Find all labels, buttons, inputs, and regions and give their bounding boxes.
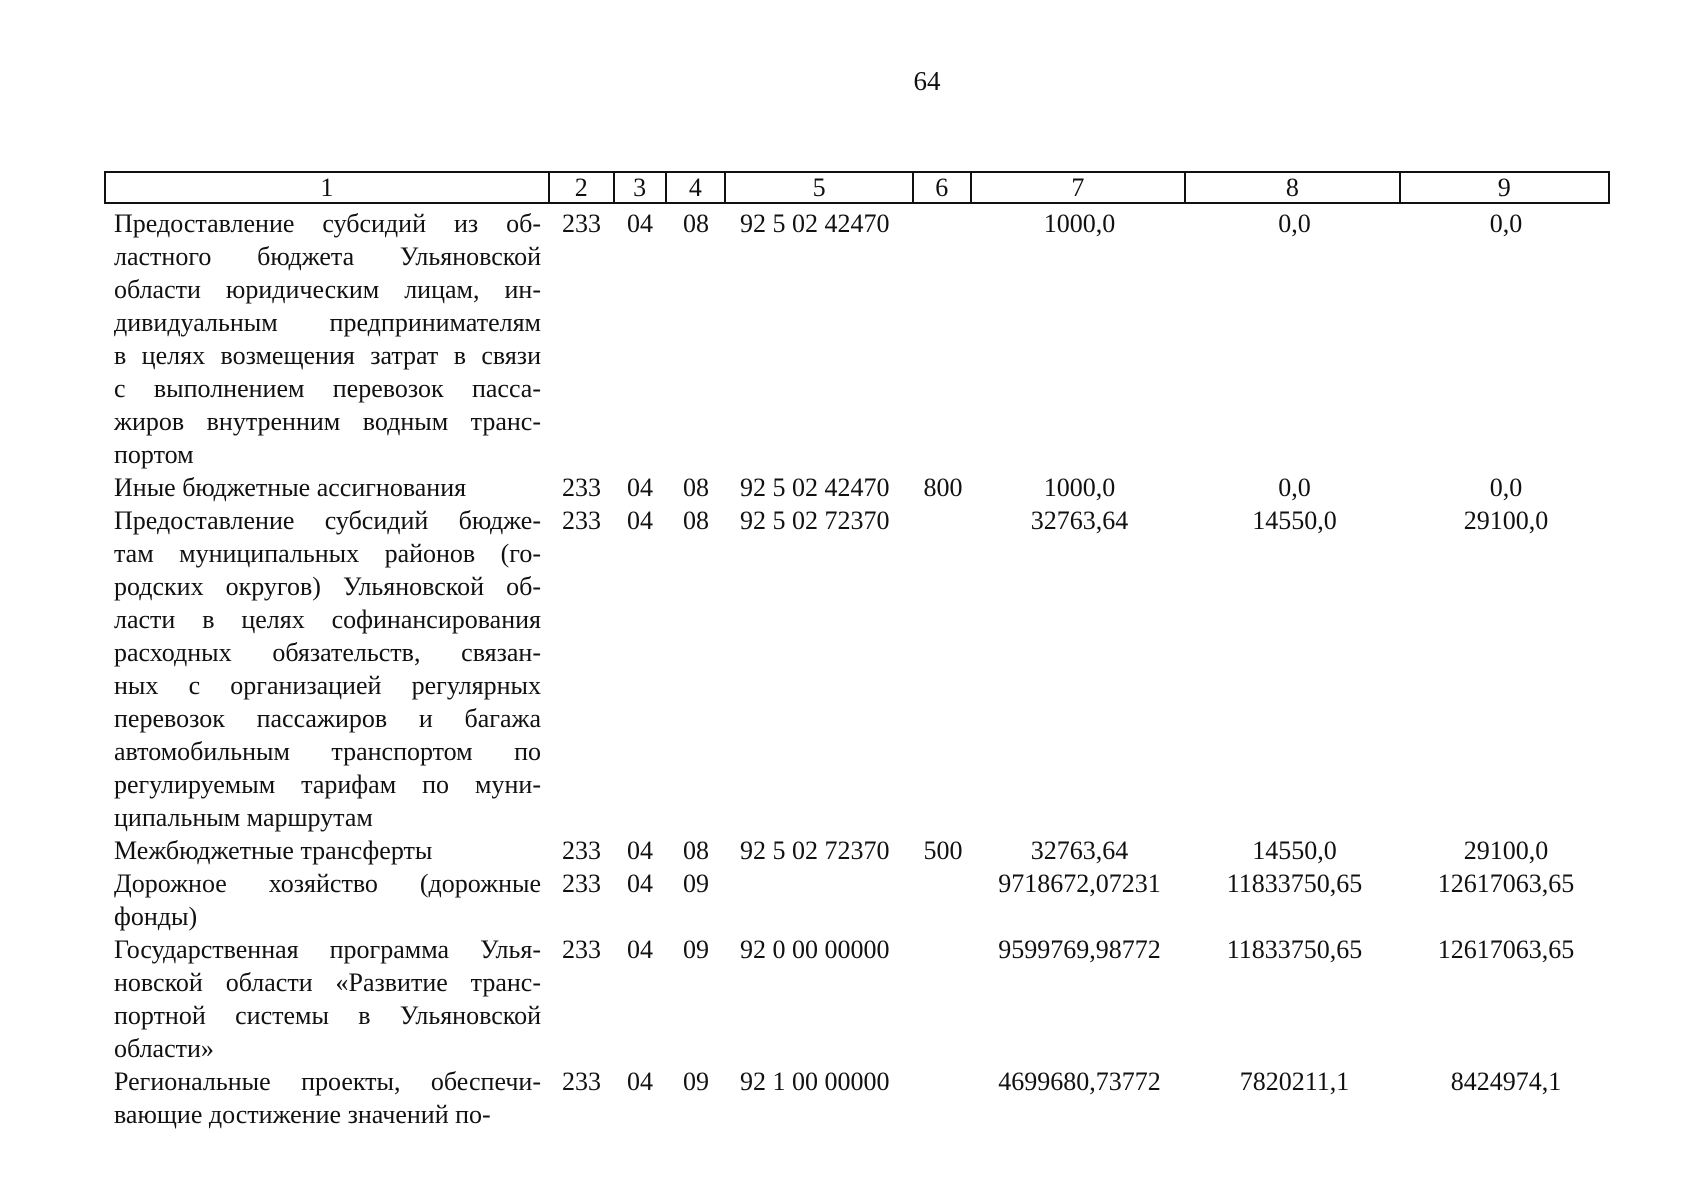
row-name xyxy=(104,471,549,504)
row-name xyxy=(104,1065,549,1131)
row-name-line: родских округов) Ульяновской об- xyxy=(114,572,541,601)
header-col-2: 2 xyxy=(550,173,615,202)
table-row xyxy=(104,933,1610,1065)
header-col-9: 9 xyxy=(1497,173,1511,202)
chapter-code: 233 xyxy=(562,935,601,964)
section-code: 04 xyxy=(627,869,653,898)
subsection-code: 08 xyxy=(683,836,709,865)
row-name-line: автомобильным транспортом по xyxy=(114,737,541,766)
amount-year-1: 1000,0 xyxy=(1043,209,1116,238)
amount-year-2: 7820211,1 xyxy=(1239,1067,1350,1096)
expense-type-code: 800 xyxy=(923,473,963,502)
row-name-line: портом xyxy=(114,440,194,469)
row-name-line: Предоставление субсидий из об- xyxy=(114,209,541,238)
row-name-line: в целях возмещения затрат в связи xyxy=(114,341,541,370)
subsection-code: 08 xyxy=(683,473,709,502)
section-code: 04 xyxy=(627,1067,653,1096)
section-code: 04 xyxy=(627,473,653,502)
expense-type-code xyxy=(914,1065,972,1131)
amount-year-2: 14550,0 xyxy=(1252,836,1337,865)
section-code: 04 xyxy=(627,836,653,865)
section-code: 04 xyxy=(627,209,653,238)
header-col-7: 7 xyxy=(972,173,1186,202)
expense-type-code xyxy=(914,207,972,471)
row-name-line: Межбюджетные трансферты xyxy=(114,836,433,865)
table-row xyxy=(104,504,1610,834)
row-name-line: новской области «Развитие транс- xyxy=(114,968,541,997)
amount-year-1: 9599769,98772 xyxy=(998,935,1161,964)
row-name xyxy=(104,933,549,1065)
row-name-line: Иные бюджетные ассигнования xyxy=(114,473,467,502)
target-article-code: 92 5 02 42470 xyxy=(740,473,890,502)
header-col-1: 1 xyxy=(106,173,550,202)
header-col-5: 5 xyxy=(726,173,914,202)
amount-year-1: 32763,64 xyxy=(1030,506,1129,535)
row-name xyxy=(104,207,549,471)
amount-year-2: 14550,0 xyxy=(1252,506,1337,535)
amount-year-3: 29100,0 xyxy=(1463,836,1549,865)
subsection-code: 09 xyxy=(683,869,709,898)
row-name-line: Дорожное хозяйство (дорожные xyxy=(114,869,541,898)
amount-year-3: 0,0 xyxy=(1489,209,1523,238)
amount-year-2: 11833750,65 xyxy=(1226,869,1363,898)
amount-year-3: 12617063,65 xyxy=(1437,935,1575,964)
table-row xyxy=(104,207,1610,471)
target-article-code: 92 5 02 42470 xyxy=(740,209,890,238)
row-name-line: ластного бюджета Ульяновской xyxy=(114,242,541,271)
budget-table xyxy=(104,171,1610,1131)
amount-year-3: 8424974,1 xyxy=(1450,1067,1562,1096)
expense-type-code xyxy=(914,933,972,1065)
row-name-line: расходных обязательств, связан- xyxy=(114,638,541,667)
expense-type-code xyxy=(914,867,972,933)
row-name-line: ных с организацией регулярных xyxy=(114,671,541,700)
subsection-code: 08 xyxy=(683,209,709,238)
expense-type-code: 500 xyxy=(923,836,963,865)
table-row xyxy=(104,834,1610,867)
row-name-line: ласти в целях софинансирования xyxy=(114,605,541,634)
table-body xyxy=(104,207,1610,1131)
row-name-line: регулируемым тарифам по муни- xyxy=(114,770,541,799)
section-code: 04 xyxy=(627,935,653,964)
amount-year-1: 4699680,73772 xyxy=(998,1067,1161,1096)
row-name-line: перевозок пассажиров и багажа xyxy=(114,704,541,733)
amount-year-3: 29100,0 xyxy=(1463,506,1549,535)
subsection-code: 09 xyxy=(683,1067,709,1096)
row-name-line: ципальным маршрутам xyxy=(114,803,373,832)
row-name-line: области» xyxy=(114,1034,214,1063)
amount-year-1: 9718672,07231 xyxy=(998,869,1161,898)
target-article-code: 92 5 02 72370 xyxy=(740,506,890,535)
chapter-code: 233 xyxy=(562,869,601,898)
table-header-row xyxy=(104,171,1610,204)
row-name-line: области юридическим лицам, ин- xyxy=(114,275,541,304)
table-row xyxy=(104,867,1610,933)
subsection-code: 08 xyxy=(683,506,709,535)
header-col-8: 8 xyxy=(1186,173,1400,202)
row-name-line: портной системы в Ульяновской xyxy=(114,1001,541,1030)
amount-year-3: 12617063,65 xyxy=(1437,869,1575,898)
row-name-line: фонды) xyxy=(114,902,198,931)
chapter-code: 233 xyxy=(562,1067,601,1096)
row-name-line: Государственная программа Улья- xyxy=(114,935,541,964)
expense-type-code xyxy=(914,504,972,834)
row-name xyxy=(104,504,549,834)
amount-year-3: 0,0 xyxy=(1489,473,1523,502)
header-col-4: 4 xyxy=(667,173,727,202)
row-name-line: Предоставление субсидий бюдже- xyxy=(114,506,541,535)
amount-year-1: 32763,64 xyxy=(1030,836,1129,865)
row-name xyxy=(104,867,549,933)
chapter-code: 233 xyxy=(562,473,601,502)
row-name-line: вающие достижение значений по- xyxy=(114,1100,491,1129)
chapter-code: 233 xyxy=(562,209,601,238)
target-article-code: 92 5 02 72370 xyxy=(740,836,890,865)
row-name-line: дивидуальным предпринимателям xyxy=(114,308,541,337)
table-row xyxy=(104,471,1610,504)
table-row xyxy=(104,1065,1610,1131)
row-name-line: там муниципальных районов (го- xyxy=(114,539,541,568)
row-name-line: с выполнением перевозок пасса- xyxy=(114,374,541,403)
amount-year-1: 1000,0 xyxy=(1043,473,1116,502)
row-name-line: Региональные проекты, обеспечи- xyxy=(114,1067,541,1096)
subsection-code: 09 xyxy=(683,935,709,964)
amount-year-2: 0,0 xyxy=(1278,209,1311,238)
row-name-line: жиров внутренним водным транс- xyxy=(114,407,541,436)
page-number: 64 xyxy=(913,66,941,96)
header-col-6: 6 xyxy=(914,173,972,202)
target-article-code: 92 1 00 00000 xyxy=(740,1067,890,1096)
target-article-code: 92 0 00 00000 xyxy=(740,935,890,964)
chapter-code: 233 xyxy=(562,506,601,535)
chapter-code: 233 xyxy=(562,836,601,865)
row-name xyxy=(104,834,549,867)
target-article-code xyxy=(726,867,914,933)
header-col-3: 3 xyxy=(615,173,667,202)
amount-year-2: 0,0 xyxy=(1278,473,1311,502)
section-code: 04 xyxy=(627,506,653,535)
amount-year-2: 11833750,65 xyxy=(1226,935,1363,964)
